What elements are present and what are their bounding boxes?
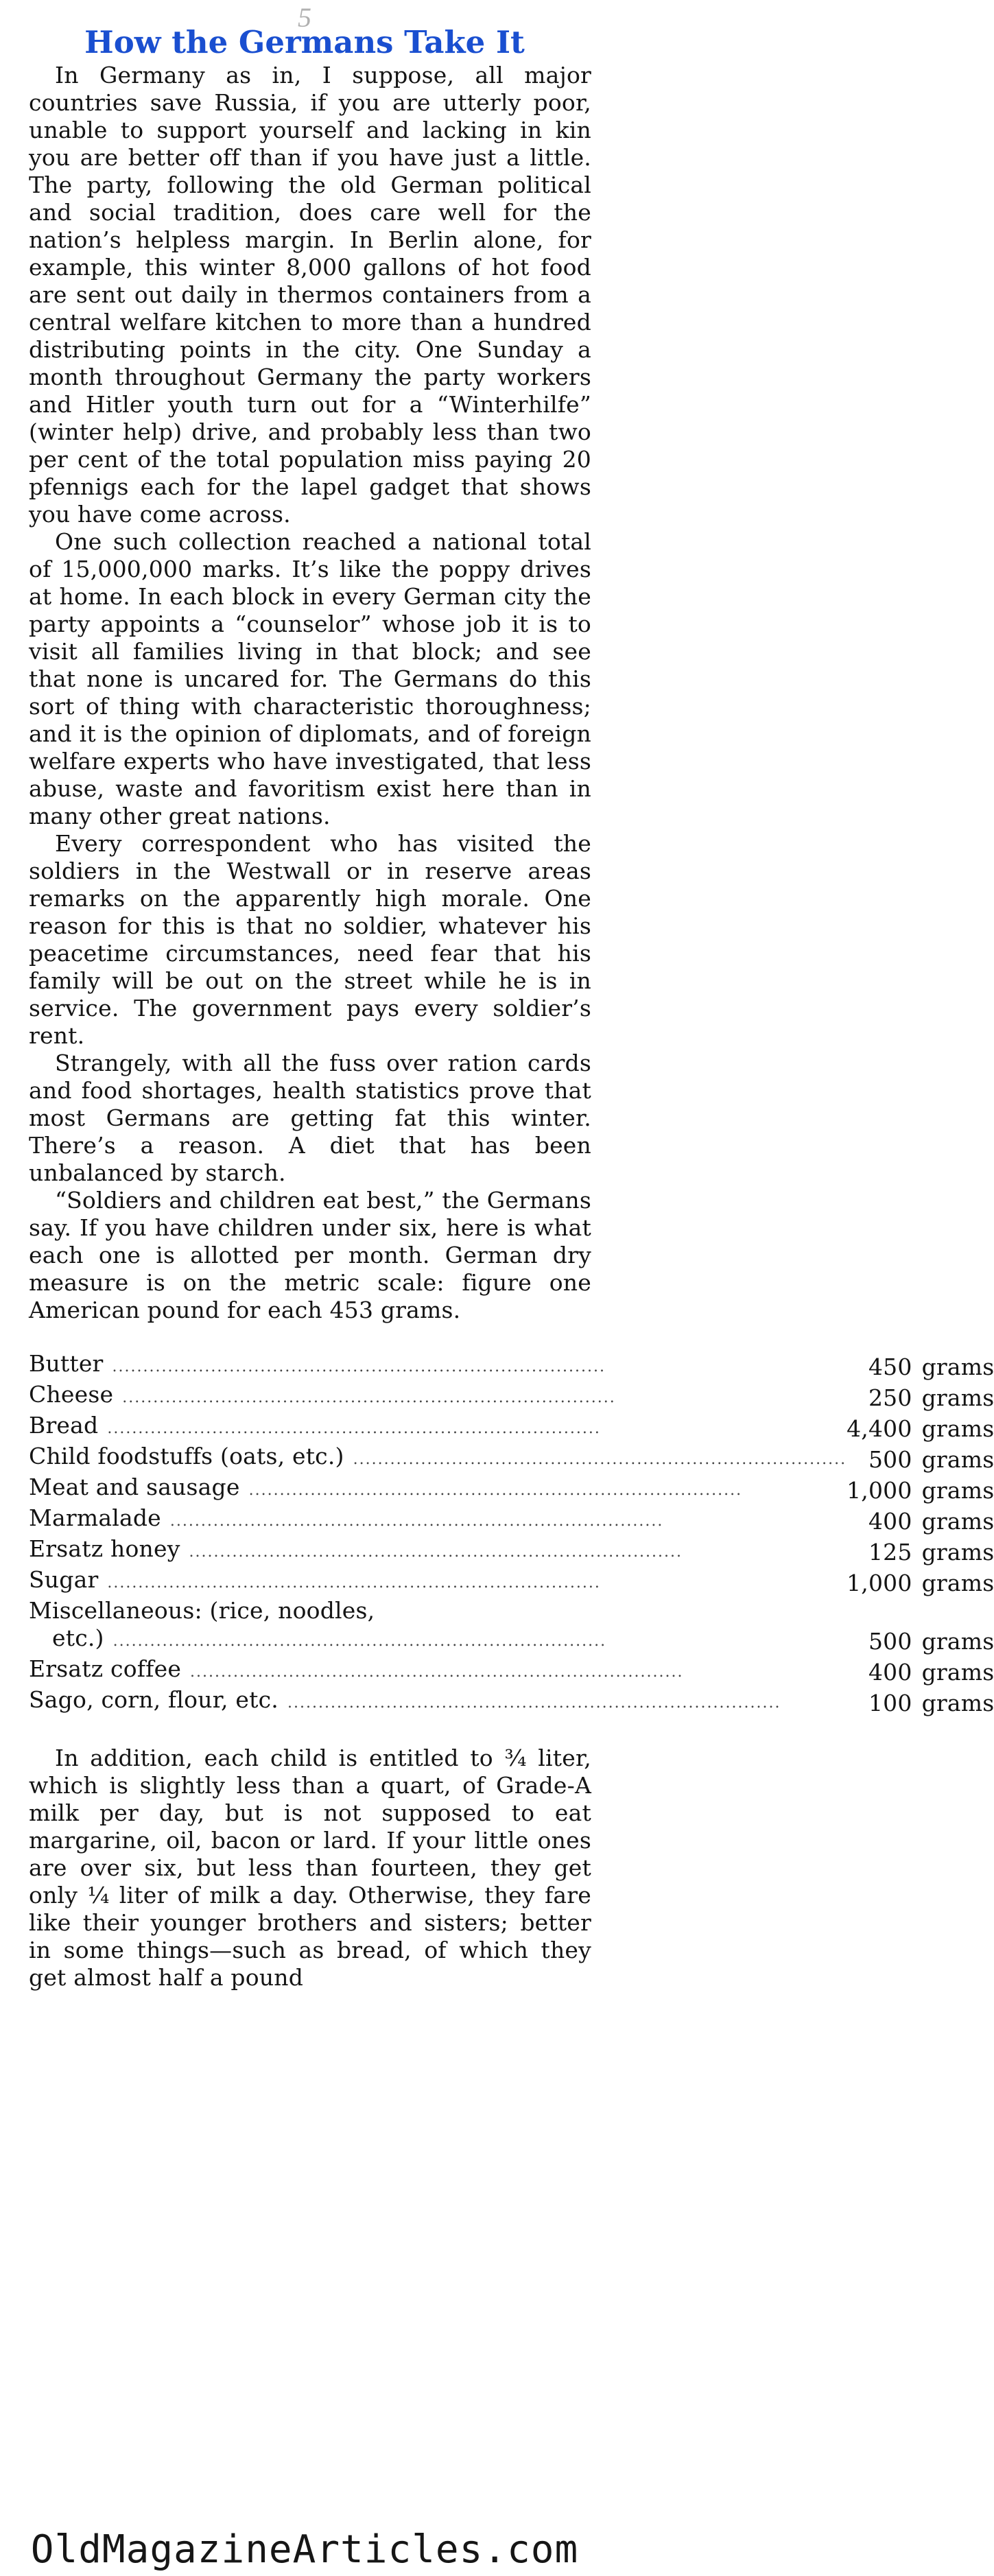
ration-item: Ersatz honey (29, 1535, 183, 1562)
ration-unit: grams (921, 1539, 994, 1565)
ration-item: Sugar (29, 1566, 101, 1593)
ration-row (29, 1504, 994, 1535)
ration-unit: grams (921, 1659, 994, 1686)
ration-unit: grams (921, 1690, 994, 1716)
ration-row (29, 1412, 994, 1443)
ration-row (29, 1350, 994, 1381)
ration-unit: grams (921, 1384, 994, 1411)
ration-row (29, 1686, 994, 1717)
paragraph-1: In Germany as in, I suppose, all major countries save Russia, if you are utterly poor, unable to support yourself and lacking in kin you are better off than if you have just a little. The party, following the old German political and social tradition, does care well for the nation’s helpless margin. In Berlin alone, for example, this winter 8,000 gallons of hot food are sent out daily in thermos containers from a central welfare kitchen to more than a hundred distributing points in the city. One Sunday a month throughout Germany the party workers and Hitler youth turn out for a “Winterhilfe” (winter help) drive, and probably less than two per cent of the total population miss paying 20 pfennigs each for the lapel gadget that shows you have come across. (29, 62, 591, 528)
ration-item: etc.) (52, 1624, 107, 1651)
ration-unit (922, 1597, 994, 1624)
ration-amount: 500 (868, 1628, 912, 1655)
ration-item: Butter (29, 1350, 106, 1377)
dot-leader: ................................................................................ (106, 1358, 606, 1375)
dot-leader: ................................................................................ (242, 1482, 743, 1499)
ration-item: Meat and sausage (29, 1474, 243, 1500)
ration-row (29, 1443, 994, 1474)
ration-amount: 500 (868, 1446, 912, 1473)
ration-row (29, 1655, 994, 1686)
ration-item-cell (29, 1350, 847, 1381)
ration-unit: grams (921, 1446, 994, 1473)
ration-row (29, 1624, 994, 1655)
article-body (29, 62, 994, 1992)
dot-leader: ................................................................................ (184, 1664, 684, 1681)
ration-row (29, 1535, 994, 1566)
ration-item: Cheese (29, 1381, 116, 1408)
site-watermark: OldMagazineArticles.com (30, 2527, 579, 2572)
ration-amount: 125 (868, 1539, 912, 1565)
ration-amount: 400 (868, 1508, 912, 1535)
ration-amount: 250 (868, 1384, 912, 1411)
ration-row (29, 1381, 994, 1412)
ration-amount: 100 (868, 1690, 912, 1716)
closing-paragraph: In addition, each child is entitled to ¾ liter, which is slightly less than a quart, of Grade-A milk per day, but is not supposed to eat margarine, oil, bacon or lard. If your little ones are over six, but less than fourteen, they get only ¼ liter of milk a day. Otherwise, they fare like their younger brothers and sisters; better in some things—such as bread, of which they get almost half a pound (29, 1745, 591, 1991)
dot-leader: ................................................................................ (116, 1389, 616, 1406)
ration-row (29, 1597, 994, 1624)
dot-leader: ................................................................................ (101, 1420, 601, 1437)
ration-unit: grams (921, 1628, 994, 1655)
dot-leader: ................................................................................ (182, 1544, 683, 1561)
ration-item-cell (29, 1655, 847, 1686)
ration-unit: grams (921, 1415, 994, 1442)
ration-item-cell (29, 1381, 847, 1412)
paragraph-3: Every correspondent who has visited the soldiers in the Westwall or in reserve areas remarks on the apparently high morale. One reason for this is that no soldier, whatever his peacetime circumstances, need fear that his family will be out on the street while he is in service. The government pays every soldier’s rent. (29, 830, 591, 1049)
ration-item-cell (29, 1443, 847, 1474)
ration-item: Marmalade (29, 1504, 164, 1531)
ration-unit: grams (921, 1354, 994, 1380)
dot-leader: ................................................................................ (163, 1513, 664, 1530)
ration-unit: grams (921, 1508, 994, 1535)
ration-amount: 1,000 (847, 1570, 912, 1596)
ration-item-cell (29, 1535, 847, 1566)
ration-item: Miscellaneous: (rice, noodles, (29, 1597, 377, 1624)
ration-item-cell (29, 1686, 847, 1717)
ration-table (29, 1350, 994, 1717)
ration-item: Bread (29, 1412, 101, 1439)
paragraph-2: One such collection reached a national total of 15,000,000 marks. It’s like the poppy drives at home. In each block in every German city the party appoints a “counselor” whose job it is to visit all families living in that block; and see that none is uncared for. The Germans do this sort of thing with characteristic thoroughness; and it is the opinion of diplomats, and of foreign welfare experts who have investigated, that less abuse, waste and favoritism exist here than in many other great nations. (29, 528, 591, 829)
page-number: 5 (298, 2, 311, 33)
ration-amount (847, 1597, 921, 1624)
ration-amount: 4,400 (847, 1415, 912, 1442)
ration-item-cell (29, 1474, 847, 1504)
ration-item-cell (29, 1597, 847, 1624)
ration-unit: grams (921, 1570, 994, 1596)
ration-item: Child foodstuffs (oats, etc.) (29, 1443, 347, 1469)
paragraph-5: “Soldiers and children eat best,” the Germans say. If you have children under six, here is what each one is allotted per month. German dry measure is on the metric scale: figure one American pound for each 453 grams. (29, 1187, 591, 1323)
dot-leader: ................................................................................ (101, 1574, 601, 1592)
ration-amount: 400 (868, 1659, 912, 1686)
ration-amount: 450 (868, 1354, 912, 1380)
dot-leader: ................................................................................ (106, 1633, 607, 1650)
ration-table-body (29, 1350, 994, 1717)
ration-item-cell (29, 1566, 847, 1597)
ration-item: Ersatz coffee (29, 1655, 184, 1682)
ration-item-cell (29, 1412, 847, 1443)
paragraph-4: Strangely, with all the fuss over ration cards and food shortages, health statistics prove that most Germans are getting fat this winter. There’s a reason. A diet that has been unbalanced by starch. (29, 1050, 591, 1186)
ration-row (29, 1566, 994, 1597)
article-title: How the Germans Take It (84, 24, 525, 60)
dot-leader: ................................................................................ (346, 1451, 847, 1468)
dot-leader: ................................................................................ (281, 1694, 781, 1712)
ration-row (29, 1474, 994, 1504)
ration-item-cell (29, 1624, 847, 1655)
ration-amount: 1,000 (847, 1477, 912, 1504)
ration-item: Sago, corn, flour, etc. (29, 1686, 281, 1713)
ration-unit: grams (921, 1477, 994, 1504)
ration-item-cell (29, 1504, 847, 1535)
